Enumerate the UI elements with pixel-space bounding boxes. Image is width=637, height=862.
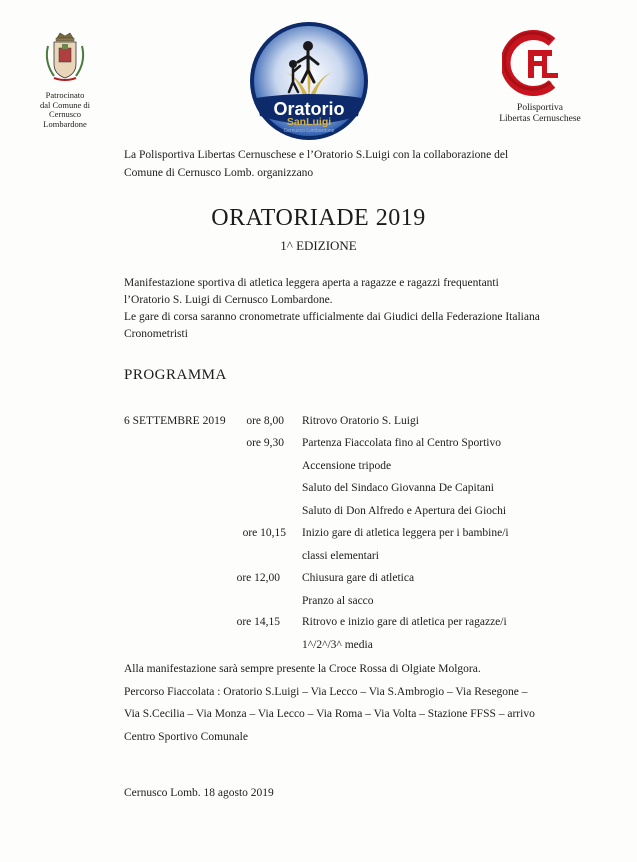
description-line: l’Oratorio S. Luigi di Cernusco Lombardone. xyxy=(124,294,333,306)
note-line: Centro Sportivo Comunale xyxy=(124,730,248,743)
note-line: Percorso Fiaccolata : Oratorio S.Luigi – Via Lecco – Via S.Ambrogio – Via Resegone – xyxy=(124,685,528,698)
notes-section xyxy=(124,658,535,748)
patronage-caption xyxy=(30,91,100,129)
document-title: ORATORIADE 2019 xyxy=(211,205,426,231)
schedule-activity: Accensione tripode xyxy=(302,460,392,472)
polisportiva-libertas-logo xyxy=(502,30,578,96)
schedule-time: ore 10,15 xyxy=(242,527,286,539)
logo-line-oratorio: Oratorio xyxy=(273,99,345,119)
schedule-activity: Pranzo al sacco xyxy=(302,595,374,607)
schedule-time: ore 14,15 xyxy=(236,616,280,628)
description-paragraph xyxy=(124,276,540,341)
edition-subtitle: 1^ EDIZIONE xyxy=(280,238,357,253)
oratorio-logo xyxy=(248,20,370,142)
schedule-activity: Inizio gare di atletica leggera per i bambine/i xyxy=(302,527,509,539)
schedule-date: 6 SETTEMBRE 2019 xyxy=(124,415,226,427)
polisportiva-caption xyxy=(480,103,600,125)
place-and-date: Cernusco Lomb. 18 agosto 2019 xyxy=(124,787,274,799)
logo-line-town: Cernusco Lombardone xyxy=(283,128,335,134)
schedule-activity: Saluto di Don Alfredo e Apertura dei Giochi xyxy=(302,505,507,517)
caption-line: Lombardone xyxy=(43,118,87,129)
note-line: Via S.Cecilia – Via Monza – Via Lecco – Via Roma – Via Volta – Stazione FFSS – arrivo xyxy=(124,708,535,720)
intro-line: Comune di Cernusco Lomb. organizzano xyxy=(124,167,314,179)
polisportiva-logo xyxy=(480,30,600,125)
caption-line: Libertas Cernuschese xyxy=(499,114,581,124)
programma-heading: PROGRAMMA xyxy=(124,367,227,383)
schedule-activity: classi elementari xyxy=(302,550,379,562)
schedule-activity: Partenza Fiaccolata fino al Centro Sportivo xyxy=(302,437,501,449)
schedule-time: ore 9,30 xyxy=(246,437,284,449)
description-line: Manifestazione sportiva di atletica leggera aperta a ragazze e ragazzi frequentanti xyxy=(124,277,499,289)
schedule-activity: Saluto del Sindaco Giovanna De Capitani xyxy=(302,482,494,494)
schedule-time: ore 12,00 xyxy=(236,572,280,584)
caption-line: Cernusco xyxy=(48,109,82,119)
schedule-activity: Ritrovo Oratorio S. Luigi xyxy=(302,415,419,427)
description-line: Cronometristi xyxy=(124,328,188,340)
intro-line: La Polisportiva Libertas Cernuschese e l’Oratorio S.Luigi con la collaborazione del xyxy=(124,149,509,161)
coat-of-arms-icon xyxy=(40,32,90,84)
note-line: Alla manifestazione sarà sempre presente la Croce Rossa di Olgiate Molgora. xyxy=(124,663,481,675)
caption-line: Patrocinato xyxy=(45,90,85,100)
schedule-time: ore 8,00 xyxy=(246,415,284,427)
caption-line: dal Comune di xyxy=(39,99,91,110)
description-line: Le gare di corsa saranno cronometrate ufficialmente dai Giudici della Federazione Italiana xyxy=(124,311,540,323)
schedule-activity: Ritrovo e inizio gare di atletica per ragazze/i xyxy=(302,616,507,628)
schedule-activity: Chiusura gare di atletica xyxy=(302,572,415,584)
caption-line: Polisportiva xyxy=(517,103,563,113)
comune-patronage xyxy=(30,32,100,129)
logo-line-sanluigi: SanLuigi xyxy=(286,116,332,128)
intro-paragraph xyxy=(124,148,508,180)
schedule-activity: 1^/2^/3^ media xyxy=(302,639,373,651)
